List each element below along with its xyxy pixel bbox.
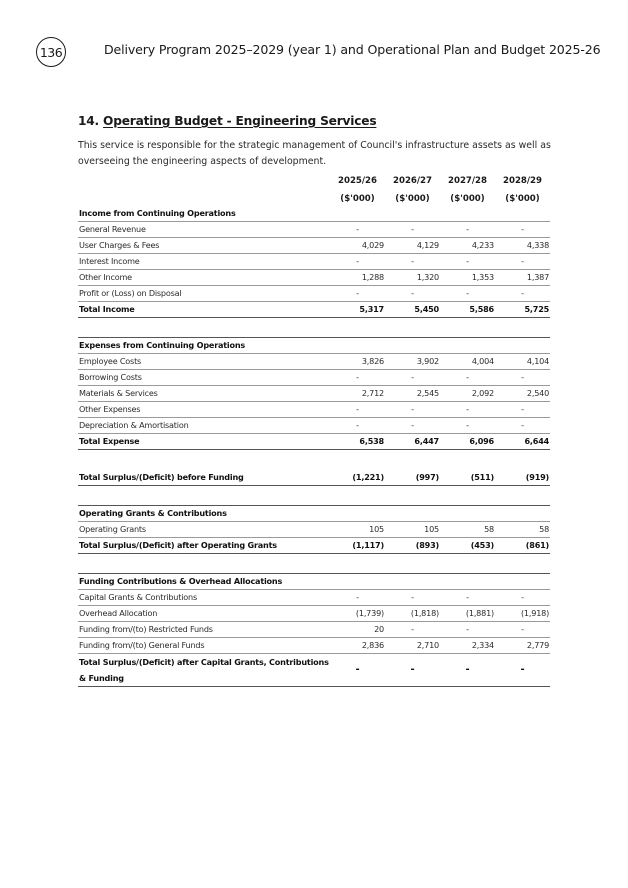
row-value: -	[330, 401, 385, 417]
row-label: Profit or (Loss) on Disposal	[78, 285, 330, 301]
row-label: Funding Contributions & Overhead Allocations	[78, 573, 550, 589]
column-year: 2027/28	[447, 176, 488, 186]
income-heading-row	[78, 205, 550, 221]
grants-heading-row	[78, 505, 550, 521]
row-value: -	[495, 253, 550, 269]
row-label: General Revenue	[78, 221, 330, 237]
total-expense-row	[78, 433, 550, 449]
table-row	[78, 269, 550, 285]
row-value: 5,450	[385, 301, 440, 317]
row-value: (861)	[495, 537, 550, 553]
spacer-row	[78, 317, 550, 337]
table-body	[78, 205, 550, 686]
row-value: (1,918)	[495, 605, 550, 621]
spacer-cell	[78, 485, 550, 505]
column-header	[385, 172, 440, 208]
section-number: 14.	[78, 114, 99, 128]
row-value: 3,902	[385, 353, 440, 369]
row-value: (919)	[495, 469, 550, 485]
row-value: (1,221)	[330, 469, 385, 485]
row-value: 2,092	[440, 385, 495, 401]
row-label: Interest Income	[78, 253, 330, 269]
total-income-row	[78, 301, 550, 317]
spacer-cell	[78, 553, 550, 573]
table-row	[78, 589, 550, 605]
spacer-cell	[78, 317, 550, 337]
row-value: (1,818)	[385, 605, 440, 621]
row-value: -	[495, 621, 550, 637]
column-unit: ($'000)	[505, 194, 540, 204]
table-row	[78, 521, 550, 537]
row-value: -	[385, 369, 440, 385]
row-value: 4,029	[330, 237, 385, 253]
surplus-before-funding-row	[78, 469, 550, 485]
row-label: Total Surplus/(Deficit) after Operating Grants	[78, 537, 330, 553]
section-heading	[78, 114, 376, 128]
spacer-row	[78, 553, 550, 573]
column-header	[440, 172, 495, 208]
final-total-row	[78, 653, 550, 686]
row-label: Total Surplus/(Deficit) after Capital Grants, Contributions & Funding	[78, 653, 330, 686]
spacer-cell	[78, 449, 550, 469]
section-title: Operating Budget - Engineering Services	[103, 114, 377, 128]
column-year: 2028/29	[502, 176, 543, 186]
column-unit: ($'000)	[340, 194, 375, 204]
table-row	[78, 417, 550, 433]
row-value: (1,739)	[330, 605, 385, 621]
row-value: 2,712	[330, 385, 385, 401]
surplus-after-grants-row	[78, 537, 550, 553]
column-unit: ($'000)	[450, 194, 485, 204]
table-row	[78, 637, 550, 653]
table-row	[78, 369, 550, 385]
row-value: -	[495, 221, 550, 237]
row-value: 4,104	[495, 353, 550, 369]
row-label: User Charges & Fees	[78, 237, 330, 253]
row-value: (997)	[385, 469, 440, 485]
row-value: -	[495, 417, 550, 433]
row-label: Expenses from Continuing Operations	[78, 337, 550, 353]
row-value: -	[330, 253, 385, 269]
row-value: 1,288	[330, 269, 385, 285]
row-label: Capital Grants & Contributions	[78, 589, 330, 605]
row-value: -	[330, 589, 385, 605]
column-header	[330, 172, 385, 208]
row-value: (893)	[385, 537, 440, 553]
row-value: -	[385, 285, 440, 301]
column-unit: ($'000)	[395, 194, 430, 204]
row-value: -	[330, 653, 385, 686]
row-value: (1,117)	[330, 537, 385, 553]
row-value: -	[440, 417, 495, 433]
row-label: Funding from/(to) Restricted Funds	[78, 621, 330, 637]
row-value: -	[440, 621, 495, 637]
row-label: Borrowing Costs	[78, 369, 330, 385]
column-headers	[330, 172, 550, 208]
page-number: 136	[39, 44, 63, 60]
row-value: -	[385, 621, 440, 637]
row-value: (1,881)	[440, 605, 495, 621]
row-value: 2,710	[385, 637, 440, 653]
row-value: 5,586	[440, 301, 495, 317]
row-label: Total Expense	[78, 433, 330, 449]
row-label: Total Surplus/(Deficit) before Funding	[78, 469, 330, 485]
row-value: -	[385, 589, 440, 605]
row-label: Materials & Services	[78, 385, 330, 401]
row-value: 6,447	[385, 433, 440, 449]
row-value: 6,644	[495, 433, 550, 449]
table-row	[78, 621, 550, 637]
table-row	[78, 385, 550, 401]
column-year: 2025/26	[337, 176, 378, 186]
row-value: 1,320	[385, 269, 440, 285]
row-value: -	[385, 253, 440, 269]
row-value: 4,233	[440, 237, 495, 253]
row-value: 1,353	[440, 269, 495, 285]
row-value: (511)	[440, 469, 495, 485]
row-value: 20	[330, 621, 385, 637]
operating-budget-table	[78, 205, 550, 687]
column-header	[495, 172, 550, 208]
row-value: 5,725	[495, 301, 550, 317]
row-value: -	[385, 653, 440, 686]
table-row	[78, 285, 550, 301]
row-value: -	[330, 369, 385, 385]
spacer-row	[78, 449, 550, 469]
row-value: -	[385, 221, 440, 237]
row-value: -	[495, 369, 550, 385]
row-label: Operating Grants	[78, 521, 330, 537]
row-value: (453)	[440, 537, 495, 553]
row-value: -	[495, 589, 550, 605]
row-label: Depreciation & Amortisation	[78, 417, 330, 433]
row-label: Overhead Allocation	[78, 605, 330, 621]
row-value: 2,540	[495, 385, 550, 401]
row-value: -	[495, 285, 550, 301]
row-value: -	[385, 401, 440, 417]
funding-heading-row	[78, 573, 550, 589]
row-label: Total Income	[78, 301, 330, 317]
table-row	[78, 221, 550, 237]
row-value: 4,129	[385, 237, 440, 253]
table-row	[78, 401, 550, 417]
row-label: Operating Grants & Contributions	[78, 505, 550, 521]
row-label: Other Expenses	[78, 401, 330, 417]
row-label: Funding from/(to) General Funds	[78, 637, 330, 653]
row-value: -	[440, 221, 495, 237]
table-row	[78, 605, 550, 621]
document-header-title: Delivery Program 2025–2029 (year 1) and Operational Plan and Budget 2025-26	[104, 42, 601, 57]
row-value: -	[495, 401, 550, 417]
row-value: -	[330, 221, 385, 237]
spacer-row	[78, 485, 550, 505]
row-value: 6,538	[330, 433, 385, 449]
row-label: Employee Costs	[78, 353, 330, 369]
table-row	[78, 253, 550, 269]
row-label: Other Income	[78, 269, 330, 285]
row-value: -	[385, 417, 440, 433]
section-intro: This service is responsible for the strategic management of Council's infrastructure assets as well as overseeing the engineering aspects of development.	[78, 140, 551, 167]
row-value: 4,004	[440, 353, 495, 369]
row-value: 4,338	[495, 237, 550, 253]
row-value: 58	[495, 521, 550, 537]
column-year: 2026/27	[392, 176, 433, 186]
row-value: -	[440, 253, 495, 269]
expense-heading-row	[78, 337, 550, 353]
row-value: -	[495, 653, 550, 686]
row-value: 1,387	[495, 269, 550, 285]
row-label: Income from Continuing Operations	[78, 205, 550, 221]
row-value: 3,826	[330, 353, 385, 369]
row-value: -	[330, 417, 385, 433]
row-value: 5,317	[330, 301, 385, 317]
row-value: 105	[385, 521, 440, 537]
row-value: 2,545	[385, 385, 440, 401]
row-value: 2,334	[440, 637, 495, 653]
row-value: -	[440, 285, 495, 301]
row-value: -	[440, 369, 495, 385]
row-value: -	[440, 401, 495, 417]
row-value: 2,836	[330, 637, 385, 653]
row-value: 105	[330, 521, 385, 537]
table-row	[78, 353, 550, 369]
table-row	[78, 237, 550, 253]
row-value: 2,779	[495, 637, 550, 653]
row-value: 6,096	[440, 433, 495, 449]
row-value: -	[440, 589, 495, 605]
row-value: -	[330, 285, 385, 301]
page-number-badge	[36, 37, 66, 67]
row-value: 58	[440, 521, 495, 537]
row-value: -	[440, 653, 495, 686]
